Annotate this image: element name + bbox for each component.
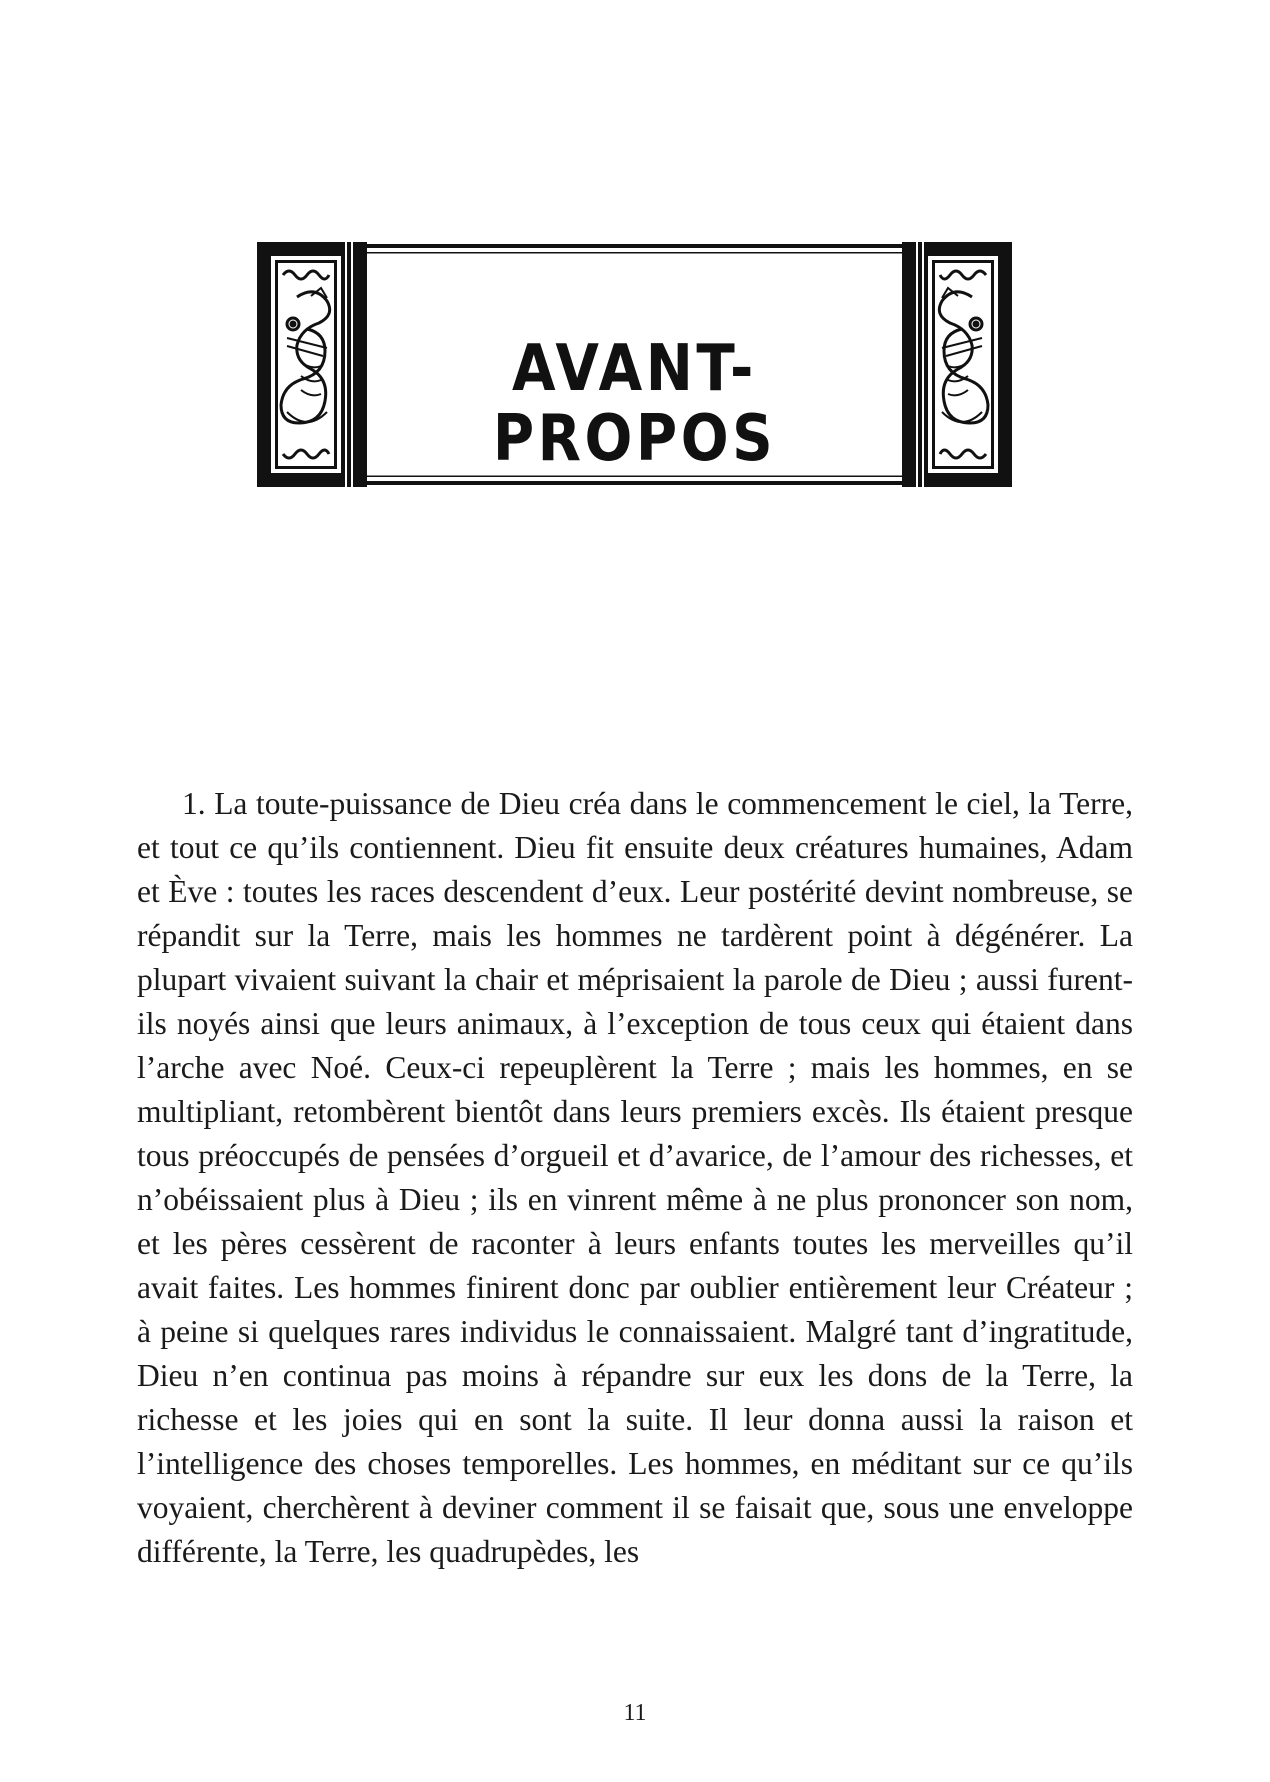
left-ornament-panel [257,242,367,487]
chapter-title-banner [257,242,1012,487]
page-number: 11 [623,1700,647,1726]
right-ornament-panel [902,242,1012,487]
body-paragraph: 1. La toute-puissance de Dieu créa dans le commencement le ciel, la Terre, et tout ce qu’ils contiennent. Dieu fit ensuite deux créatures humaines, Adam et Ève : toutes les races descendent d’eux. Leur postérité devint nombreuse, se répandit sur la Terre, mais les hommes ne tardèrent point à dégénérer. La plupart vivaient suivant la chair et méprisaient la parole de Dieu ; aussi furent-ils noyés ainsi que leurs animaux, à l’exception de tous ceux qui étaient dans l’arche avec Noé. Ceux-ci repeuplèrent la Terre ; mais les hommes, en se multipliant, retombèrent bientôt dans leurs premiers excès. Ils étaient presque tous préoccupés de pensées d’orgueil et d’avarice, de l’amour des richesses, et n’obéissaient plus à Dieu ; ils en vinrent même à ne plus prononcer son nom, et les pères cessèrent de raconter à leurs enfants toutes les merveilles qu’il avait faites. Les hommes finirent donc par oublier entièrement leur Créateur ; à peine si quelques rares individus le connaissaient. Malgré tant d’ingratitude, Dieu n’en continua pas moins à répandre sur eux les dons de la Terre, la richesse et les joies qui en sont la suite. Il leur donna aussi la raison et l’intelligence des choses temporelles. Les hommes, en méditant sur ce qu’ils voyaient, cherchèrent à deviner comment il se faisait que, sous une enveloppe différente, la Terre, les quadrupèdes, les [137,786,1133,1569]
chapter-title: AVANT-PROPOS [492,332,777,476]
